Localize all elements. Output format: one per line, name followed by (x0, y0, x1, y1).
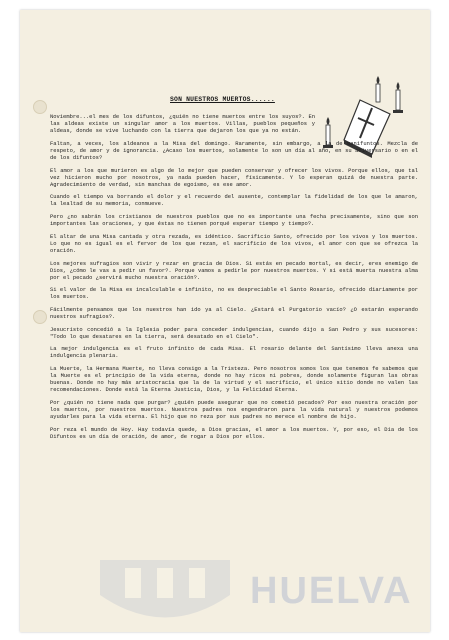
paragraph: Fácilmente pensamos que los nuestros han ido ya al Cielo. ¿Estará el Purgatorio vacío? ¿O estarán esperando nuestros sufragios?. (50, 305, 418, 321)
paragraph: Faltan, a veces, los aldeanos a la Misa del domingo. Raramente, sin embargo, a la de manifuntos. Mezcla de respeto, de amor y de ignorancia. ¿Acaso los muertos, solamente lo son un día al año, en su aniversario o en el de los difuntos? (50, 139, 418, 161)
archive-seal-watermark (90, 550, 240, 630)
punch-hole (33, 100, 47, 114)
paragraph: Cuando el tiempo va borrando el dolor y el recuerdo del ausente, contemplar la fidelidad de los que le amaron, la lealtad de su memoria, conmueve. (50, 193, 418, 208)
paragraph: La mejor indulgencia es el fruto infinito de cada Misa. El rosario delante del Santísimo lleva anexa una indulgencia plenaria. (50, 345, 418, 360)
candle-icon (393, 82, 403, 113)
paragraph: Si el valor de la Misa es incalculable e infinito, no es despreciable el Santo Rosario, ofrecido diariamente por los muertos. (50, 286, 418, 301)
paragraph: Noviembre...el mes de los difuntos, ¿quién no tiene muertos entre los suyos?. En las aldeas existe un singular amor a los muertos. Villas, pueblos pequeños y aldeas, donde se vive luchando con la tierra que dejaron los que ya no están. (50, 113, 315, 135)
paragraph: El altar de una Misa cantada y otra rezada, es idéntico. Sacrificio Santo, ofrecido por los vivos y los muertos. Lo que no es igual es el fervor de los que rezan, el sacrificio de los vivos, el amor con que se ofrezca la oración. (50, 232, 418, 254)
paragraph: Jesucristo concedió a la Iglesia poder para conceder indulgencias, cuando dijo a San Pedro y sus sucesores: "Todo lo que desatares en la tierra, será desatado en el Cielo". (50, 325, 418, 340)
paragraph: Pero ¿no sabrán los cristianos de nuestros pueblos que no es importante una fecha precisamente, sino que son importantes las oraciones, y que éstas no tienen porqué esperar tiempo y tiempo?. (50, 213, 418, 228)
archive-watermark-text: HUELVA (250, 570, 413, 612)
document-page (20, 10, 430, 632)
punch-hole (33, 310, 47, 324)
document-body (50, 113, 418, 445)
paragraph: Los mejores sufragios son vivir y rezar en gracia de Dios. Si estás en pecado mortal, es decir, eres enemigo de Dios, ¿cómo le vas a pedir un favor?. Porque vamos a pedirle por nuestros muertos. Y si está muerta nuestra alma por el pecado ¿servirá mucho nuestra oración?. (50, 259, 418, 281)
paragraph: Por ¿quién no tiene nada que purgar? ¿quién puede asegurar que no cometió pecados? Por eso nuestra oración por los muertos, por nuestros muertos. Nuestros padres nos engendraron para la vida natural y nuestros podemos ayudarles para la vida eterna. El hijo que no reza por sus padres no merece el nombre de hijo. (50, 398, 418, 421)
paragraph: La Muerte, la Hermana Muerte, no lleva consigo a la Tristeza. Pero nosotros somos los que tenemos fe sabemos que la Muerte es el principio de la vida eterna, donde no hay ricos ni pobres, donde solamente figuran las obras buenas. Donde no hay más aristocracia que la de la virtud y el sacrificio, el único sitio donde no valen las recomendaciones. Donde está la Eterna Justicia, Dios, y la Felicidad Eterna. (50, 365, 418, 394)
candle-icon (376, 76, 380, 102)
document-title: SON NUESTROS MUERTOS...... (170, 96, 275, 103)
paragraph: El amor a los que murieron es algo de lo mejor que pueden conservar y ofrecer los vivos. Porque ellos, que tal vez hicieron mucho por nosotros, ya nada pueden hacer, físicamente. Y lo esperan quizá de nuestra parte. Agradecimiento de verdad, sin manchas de egoísmo, es ese amor. (50, 166, 418, 188)
paragraph: Por reza el mundo de Hoy. Hay todavía quede, a Dios gracias, el amor a los muertos. Y, por eso, el Día de los Difuntos es un día de oración, de amor, de rogar a Dios por ellos. (50, 425, 418, 440)
